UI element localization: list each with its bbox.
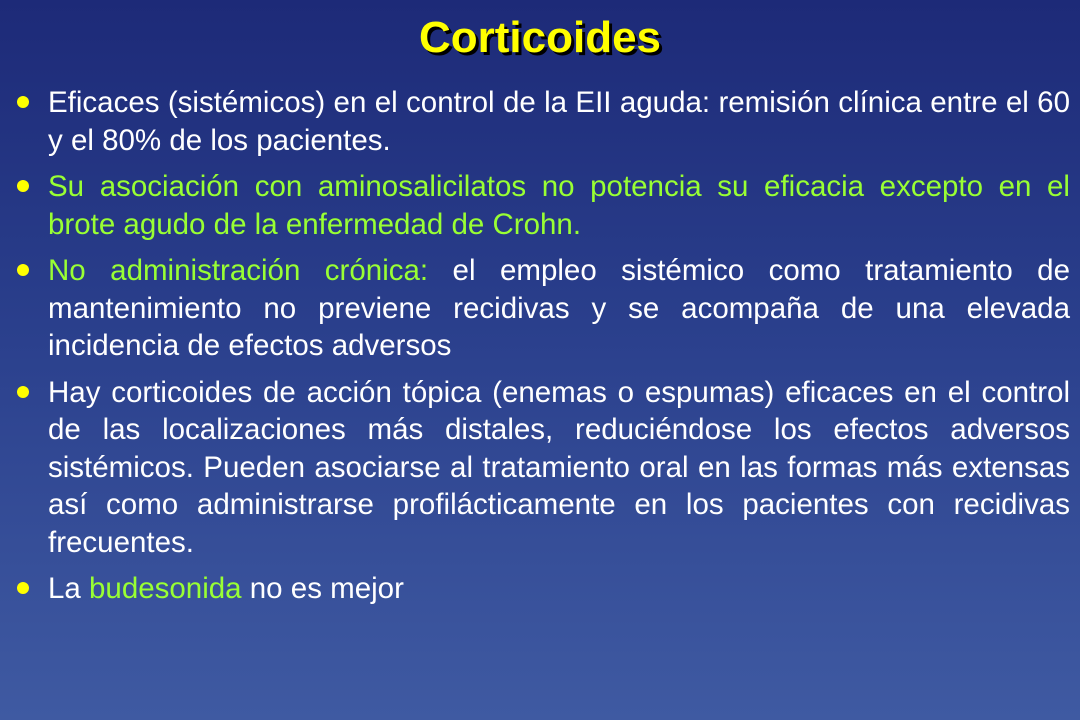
bullet-dot-icon [17, 386, 29, 398]
bullet-dot-icon [17, 582, 29, 594]
bullet-post-5: no es mejor [241, 572, 404, 605]
bullet-item-3 [12, 252, 1070, 365]
bullet-list [12, 84, 1070, 617]
bullet-dot-icon [17, 96, 29, 108]
bullet-item-1 [12, 84, 1070, 159]
bullet-item-2 [12, 168, 1070, 243]
bullet-lead-3: No administración crónica: [48, 254, 429, 287]
slide-title: Corticoides [418, 13, 662, 62]
bullet-text-3 [48, 252, 1070, 365]
budesonida-highlight: budesonida [89, 572, 242, 605]
bullet-dot-icon [17, 180, 29, 192]
bullet-text-2: Su asociación con aminosalicilatos no potencia su eficacia excepto en el brote agudo de la enfermedad de Crohn. [48, 170, 1070, 241]
bullet-dot-icon [17, 264, 29, 276]
bullet-text-4: Hay corticoides de acción tópica (enemas o espumas) eficaces en el control de las localizaciones más distales, reduciéndose los efectos adversos sistémicos. Pueden asociarse al tratamiento oral en las formas más extensas así como administrarse profilácticamente en los pacientes con recidivas frecuentes. [48, 375, 1070, 559]
bullet-pre-5: La [48, 572, 90, 605]
bullet-item-5 [12, 570, 1070, 608]
bullet-text-1: Eficaces (sistémicos) en el control de la EII aguda: remisión clínica entre el 60 y el 80% de los pacientes. [48, 86, 1070, 157]
bullet-text-5 [48, 570, 1070, 608]
bullet-body-3: el empleo sistémico como tratamiento de mantenimiento no previene recidivas y se acompaña de una elevada incidencia de efectos adversos [48, 254, 1070, 362]
bullet-item-4 [12, 374, 1070, 562]
